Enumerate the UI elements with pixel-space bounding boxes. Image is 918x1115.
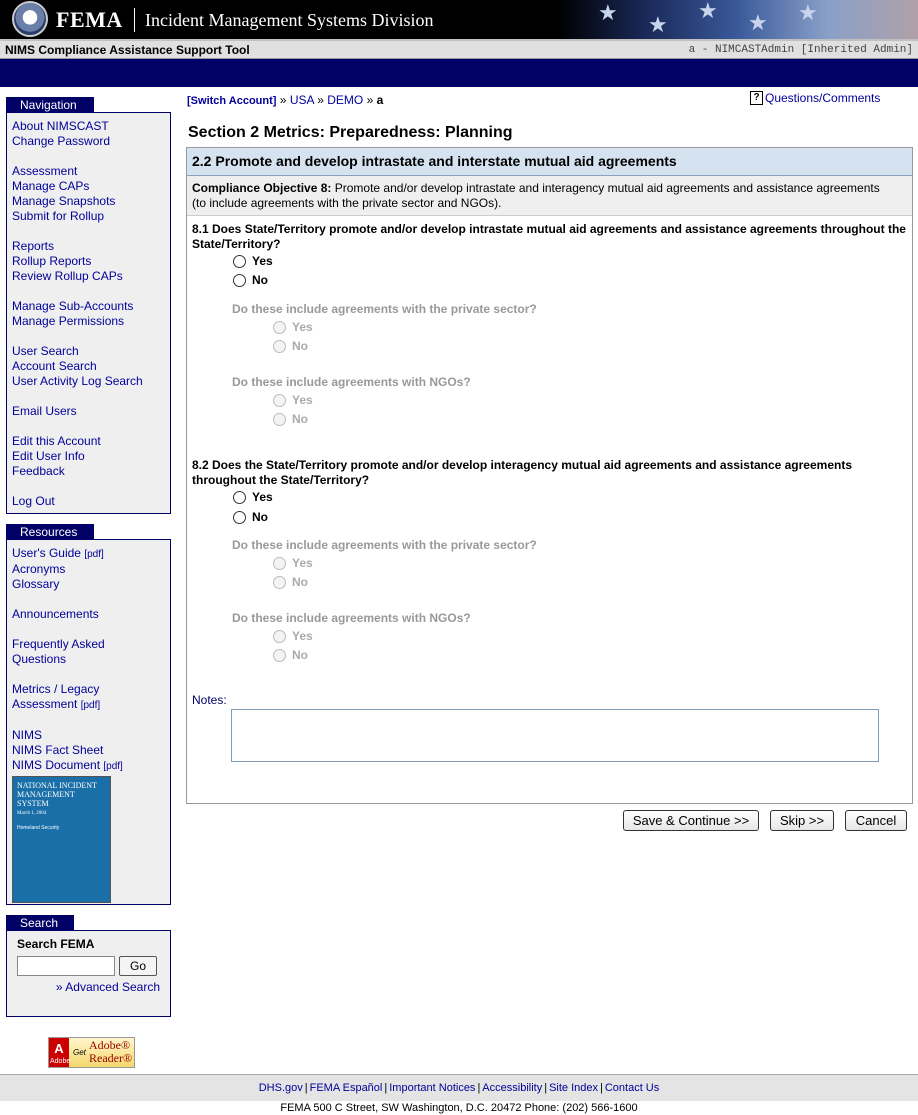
search-panel	[6, 930, 171, 1017]
q81-private-yes-label: Yes	[292, 320, 313, 334]
dhs-seal-icon	[12, 1, 48, 37]
cancel-button[interactable]: Cancel	[845, 810, 907, 831]
footer-links	[0, 1074, 918, 1101]
q82-yes-option[interactable]	[233, 490, 273, 504]
search-title: Search	[6, 915, 74, 930]
breadcrumb-current: a	[376, 93, 384, 107]
nav-manage-sub-accounts[interactable]: Manage Sub-Accounts	[12, 299, 134, 313]
assessment-form	[186, 147, 913, 804]
q81-ngo-no-radio	[273, 413, 286, 426]
nav-manage-caps[interactable]: Manage CAPs	[12, 179, 90, 193]
header-divider	[134, 8, 135, 32]
footer-site-index[interactable]: Site Index	[549, 1082, 598, 1094]
pdf-tag: [pdf]	[84, 549, 104, 560]
q82-private-yes-label: Yes	[292, 556, 313, 570]
user-info: a - NIMCASTAdmin [Inherited Admin]	[688, 44, 913, 56]
footer-sep: |	[599, 1082, 603, 1094]
nav-reports[interactable]: Reports	[12, 239, 55, 253]
q81-ngo-no-option	[273, 412, 308, 426]
adobe-get-text: Get	[73, 1048, 86, 1057]
doc-cover-date: March 1, 2004	[17, 811, 47, 816]
q81-no-option[interactable]	[233, 273, 268, 287]
nav-review-rollup-caps[interactable]: Review Rollup CAPs	[12, 269, 123, 283]
get-adobe-reader-badge[interactable]	[48, 1037, 135, 1068]
pdf-tag: [pdf]	[103, 761, 123, 772]
q81-private-no-radio	[273, 340, 286, 353]
breadcrumb-usa[interactable]: USA	[289, 93, 314, 107]
footer-accessibility[interactable]: Accessibility	[482, 1082, 543, 1094]
breadcrumb-sep: »	[279, 93, 287, 107]
q81-ngo-no-label: No	[292, 412, 308, 426]
res-acronyms[interactable]: Acronyms	[12, 562, 66, 576]
question-8-2-line2: throughout the State/Territory?	[192, 473, 370, 487]
pdf-tag: [pdf]	[80, 700, 101, 711]
nav-manage-snapshots[interactable]: Manage Snapshots	[12, 194, 116, 208]
resources-panel	[6, 539, 171, 905]
save-continue-button[interactable]: Save & Continue >>	[623, 810, 759, 831]
questions-comments-label[interactable]: Questions/Comments	[765, 91, 881, 105]
q81-private-sector-question: Do these include agreements with the private sector?	[232, 302, 537, 316]
q82-ngo-no-option	[273, 648, 308, 662]
nav-edit-this-account[interactable]: Edit this Account	[12, 434, 101, 448]
q81-no-radio[interactable]	[233, 274, 246, 287]
help-question-icon[interactable]: ?	[750, 91, 763, 105]
nav-user-activity-log-search[interactable]: User Activity Log Search	[12, 374, 143, 388]
q81-yes-label: Yes	[252, 254, 273, 268]
q82-private-no-label: No	[292, 575, 308, 589]
q81-ngo-yes-label: Yes	[292, 393, 313, 407]
q81-ngo-yes-option	[273, 393, 313, 407]
q82-no-label: No	[252, 510, 268, 524]
res-faq-line2[interactable]: Questions	[12, 652, 67, 666]
footer-important-notices[interactable]: Important Notices	[389, 1082, 476, 1094]
advanced-search-link[interactable]: » Advanced Search	[55, 980, 160, 994]
footer-contact-us[interactable]: Contact Us	[604, 1082, 660, 1094]
objective-header: 2.2 Promote and develop intrastate and interstate mutual aid agreements	[187, 148, 912, 176]
flag-banner-image: ★ ★ ★ ★ ★	[558, 0, 918, 39]
breadcrumb-demo[interactable]: DEMO	[327, 93, 364, 107]
q81-private-yes-option	[273, 320, 313, 334]
nav-change-password[interactable]: Change Password	[12, 134, 111, 148]
q81-yes-option[interactable]	[233, 254, 273, 268]
navigation-panel	[6, 112, 171, 514]
division-title: Incident Management Systems Division	[145, 10, 434, 30]
question-8-1-line2: State/Territory?	[192, 237, 281, 251]
page-title: Section 2 Metrics: Preparedness: Planning	[188, 124, 513, 141]
compliance-text-line2: (to include agreements with the private sector and NGOs).	[192, 196, 502, 210]
footer-sep: |	[384, 1082, 388, 1094]
res-nims-document[interactable]: NIMS Document	[12, 758, 101, 772]
question-8-1-line1: 8.1 Does State/Territory promote and/or develop intrastate mutual aid agreements and assistance agreements throughout the	[192, 222, 906, 236]
question-8-2-line1: 8.2 Does the State/Territory promote and/or develop interagency mutual aid agreements and assistance agreements	[192, 458, 852, 472]
q82-no-option[interactable]	[233, 510, 268, 524]
q82-ngo-question: Do these include agreements with NGOs?	[232, 611, 471, 625]
blue-banner	[0, 59, 918, 87]
nav-rollup-reports[interactable]: Rollup Reports	[12, 254, 92, 268]
adobe-product-line2: Reader®	[89, 1051, 133, 1065]
breadcrumb-sep: »	[366, 93, 374, 107]
adobe-brand: Adobe	[50, 1058, 71, 1065]
compliance-objective	[187, 176, 912, 216]
nav-edit-user-info[interactable]: Edit User Info	[12, 449, 85, 463]
footer-sep: |	[544, 1082, 548, 1094]
breadcrumb: [Switch Account] » USA » DEMO » a	[187, 93, 384, 107]
q82-private-yes-radio	[273, 557, 286, 570]
res-metrics-line1[interactable]: Metrics / Legacy	[12, 682, 100, 696]
q81-private-no-label: No	[292, 339, 308, 353]
q82-ngo-no-label: No	[292, 648, 308, 662]
footer-dhs-gov[interactable]: DHS.gov	[258, 1082, 303, 1094]
q81-private-no-option	[273, 339, 308, 353]
q82-ngo-yes-radio	[273, 630, 286, 643]
nav-user-search[interactable]: User Search	[12, 344, 79, 358]
q81-yes-radio[interactable]	[233, 255, 246, 268]
doc-cover-title: NATIONAL INCIDENT MANAGEMENT SYSTEM	[17, 781, 97, 808]
q81-no-label: No	[252, 273, 268, 287]
footer-sep: |	[304, 1082, 308, 1094]
q81-private-yes-radio	[273, 321, 286, 334]
notes-textarea[interactable]	[231, 709, 879, 762]
nav-about-nimscast[interactable]: About NIMSCAST	[12, 119, 109, 133]
tool-bar	[0, 39, 918, 59]
res-glossary[interactable]: Glossary	[12, 577, 60, 591]
nav-feedback[interactable]: Feedback	[12, 464, 65, 478]
footer-sep: |	[477, 1082, 481, 1094]
q82-yes-label: Yes	[252, 490, 273, 504]
q82-private-no-radio	[273, 576, 286, 589]
res-faq-line1[interactable]: Frequently Asked	[12, 637, 105, 651]
fema-logo[interactable]: FEMA	[56, 7, 123, 32]
res-nims-fact-sheet[interactable]: NIMS Fact Sheet	[12, 743, 104, 757]
q81-ngo-yes-radio	[273, 394, 286, 407]
footer-address: FEMA 500 C Street, SW Washington, D.C. 20472 Phone: (202) 566-1600	[280, 1102, 638, 1114]
res-nims[interactable]: NIMS	[12, 728, 42, 742]
question-8-1	[192, 222, 907, 252]
nav-submit-for-rollup[interactable]: Submit for Rollup	[12, 209, 105, 223]
nav-email-users[interactable]: Email Users	[12, 404, 77, 418]
res-metrics-line2[interactable]: Assessment	[12, 697, 78, 711]
tool-name: NIMS Compliance Assistance Support Tool	[5, 43, 250, 57]
navigation-title: Navigation	[6, 97, 94, 112]
res-users-guide[interactable]: User's Guide	[12, 546, 81, 560]
adobe-product-text	[89, 1039, 132, 1065]
search-input[interactable]	[17, 956, 115, 976]
doc-cover-dept: Homeland Security	[17, 825, 60, 831]
res-announcements[interactable]: Announcements	[12, 607, 99, 621]
skip-button[interactable]: Skip >>	[770, 810, 834, 831]
q82-private-sector-question: Do these include agreements with the private sector?	[232, 538, 537, 552]
q82-ngo-yes-label: Yes	[292, 629, 313, 643]
header-bar	[0, 0, 918, 39]
q82-no-radio[interactable]	[233, 511, 246, 524]
q82-ngo-yes-option	[273, 629, 313, 643]
q82-private-yes-option	[273, 556, 313, 570]
footer-fema-espanol[interactable]: FEMA Español	[309, 1082, 383, 1094]
q82-yes-radio[interactable]	[233, 491, 246, 504]
notes-label: Notes:	[192, 693, 227, 707]
nav-assessment[interactable]: Assessment	[12, 164, 78, 178]
nims-document-cover-image[interactable]	[12, 776, 111, 903]
adobe-product-line1: Adobe®	[89, 1038, 131, 1052]
adobe-icon: A	[49, 1038, 69, 1067]
switch-account-link[interactable]: Switch Account	[190, 95, 273, 107]
breadcrumb-sep: »	[317, 93, 324, 107]
questions-comments-link[interactable]	[750, 91, 880, 105]
nav-account-search[interactable]: Account Search	[12, 359, 97, 373]
go-button[interactable]: Go	[119, 956, 157, 976]
q82-private-no-option	[273, 575, 308, 589]
question-8-2	[192, 458, 907, 488]
nav-manage-permissions[interactable]: Manage Permissions	[12, 314, 125, 328]
nav-log-out[interactable]: Log Out	[12, 494, 55, 508]
q81-ngo-question: Do these include agreements with NGOs?	[232, 375, 471, 389]
search-label: Search FEMA	[17, 937, 95, 951]
compliance-label: Compliance Objective 8:	[192, 181, 332, 195]
q82-ngo-no-radio	[273, 649, 286, 662]
resources-title: Resources	[6, 524, 94, 539]
compliance-text-line1: Promote and/or develop intrastate and interagency mutual aid agreements and assistance agreements	[334, 181, 880, 195]
